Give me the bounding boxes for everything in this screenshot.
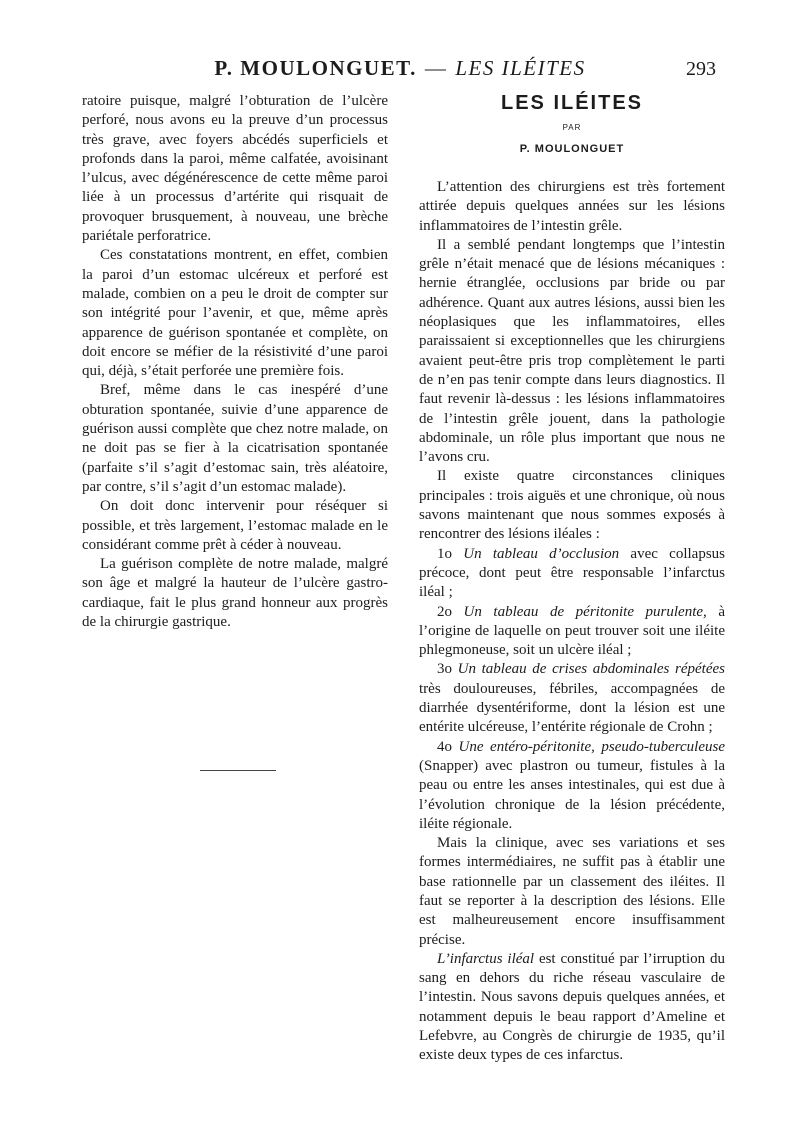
list-item-1-number: 1o [437,545,452,562]
list-item-3-heading: Un tableau de crises abdominales répétées [457,661,725,678]
list-item-3-number: 3o [437,661,452,678]
right-paragraph-5-text: est constitué par l’irruption du sang en dehors du riche réseau vasculaire de l’intestin. Nous savons depuis quelques années, et notamment depuis le beau rapport d’Ameline et Lefebvre, au Congrès de chirurgie de 1935, qu’il existe deux types de ces infarctus. [419,950,725,1064]
list-item-1-heading: Un tableau d’occlusion [463,545,620,562]
list-item-4 [419,738,725,834]
list-item-2 [419,603,725,661]
list-item-1 [419,545,725,603]
list-item-2-number: 2o [437,603,452,620]
left-paragraph-1: ratoire puisque, malgré l’obturation de l’ulcère perforé, nous avons eu la preuve d’un processus très grave, avec foyers abcédés superficiels et profonds dans la paroi, même calfatée, avoisinant l’ulcus, avec dégénérescence de cette même paroi liée à un processus d’artérite qui risquait de provoquer brusquement, à nouveau, une brèche pariétale perforatrice. [82,93,388,245]
list-item-2-text: à l’origine de laquelle on peut trouver soit une iléite phlegmoneuse, soit un ulcère iléal ; [419,603,725,659]
article-title: LES ILÉITES [500,92,644,114]
left-paragraph-4: On doit donc intervenir pour réséquer si possible, et très largement, l’estomac malade en le considérant comme prêt à céder à nouveau. [82,498,388,553]
running-head-separator: — [424,56,448,80]
article-byline-par: PAR [562,123,582,132]
list-item-3-text: très douloureuses, fébriles, accompagnées de diarrhée dysentériforme, dont la lésion est une entérite ulcéreuse, l’entérite régionale de Crohn ; [419,680,725,736]
right-paragraph-5 [419,950,725,1066]
running-head-title: LES ILÉITES [455,56,586,80]
list-item-4-number: 4o [437,738,452,755]
list-item-4-heading: Une entéro-péritonite, pseudo-tuberculeuse [458,738,725,755]
running-head [180,56,620,81]
running-head-author: P. MOULONGUET. [214,56,417,80]
list-item-3 [419,660,725,737]
right-paragraph-1: L’attention des chirurgiens est très fortement attirée depuis quelques années sur les lésions inflammatoires de l’intestin grêle. [419,179,725,234]
list-item-1-text: avec collapsus précoce, dont peut être responsable l’infarctus iléal ; [419,545,725,601]
left-paragraph-5: La guérison complète de notre malade, malgré son âge et malgré la hauteur de l’ulcère gastro-cardiaque, fait le plus grand honneur aux progrès de la chirurgie gastrique. [82,556,388,631]
right-paragraph-4: Mais la clinique, avec ses variations et ses formes intermédiaires, ne suffit pas à établir une base rationnelle par un classement des iléites. Il faut se reporter à la description des lésions. Elle est malheureusement encore insuffisamment précise. [419,835,725,948]
list-item-4-text: (Snapper) avec plastron ou tumeur, fistules à la peau ou entre les anses intestinales, qui est due à l’évolution chronique de la lésion précédente, iléite régionale. [419,757,725,832]
left-paragraph-3: Bref, même dans le cas inespéré d’une obturation spontanée, suivie d’une apparence de guérison aussi complète que chez notre malade, on ne doit pas se fier à la cicatrisation spontanée (parfaite s’il s’agit d’estomac sain, très aléatoire, par contre, s’il s’agit d’un estomac malade). [82,382,388,495]
list-item-2-heading: Un tableau de péritonite purulente, [463,603,707,620]
left-paragraph-2: Ces constatations montrent, en effet, combien la paroi d’un estomac ulcéreux et perforé est malade, combien on a peu le droit de compter sur son intégrité pour l’avenir, et que, même après apparence de guérison spontanée et complète, on doit encore se méfier de la résistivité d’une paroi qui, déjà, s’était perforée une première fois. [82,247,388,380]
right-column [419,178,725,1066]
section-divider [200,770,276,771]
right-paragraph-5-heading: L’infarctus iléal [437,950,535,967]
article-author: P. MOULONGUET [519,143,625,155]
left-column [82,92,388,632]
right-paragraph-3: Il existe quatre circonstances cliniques principales : trois aiguës et une chronique, où nous savons maintenant que nous sommes exposés à rencontrer des lésions iléales : [419,468,725,543]
right-paragraph-2: Il a semblé pendant longtemps que l’intestin grêle n’était menacé que de lésions mécaniques : hernie étranglée, occlusions par bride ou par adhérence. Quant aux autres lésions, aussi bien les néoplasiques que les inflammatoires, elles paraissaient si exceptionnelles que les chirurgiens avaient peut-être pris trop complètement le parti de n’en pas tenir compte dans leurs diagnostics. Il faut revenir là-dessus : les lésions inflammatoires de l’intestin grêle jouent, dans la pathologie abdominale, un rôle plus important que nous ne l’avons cru. [419,236,725,466]
page-number: 293 [686,58,716,80]
